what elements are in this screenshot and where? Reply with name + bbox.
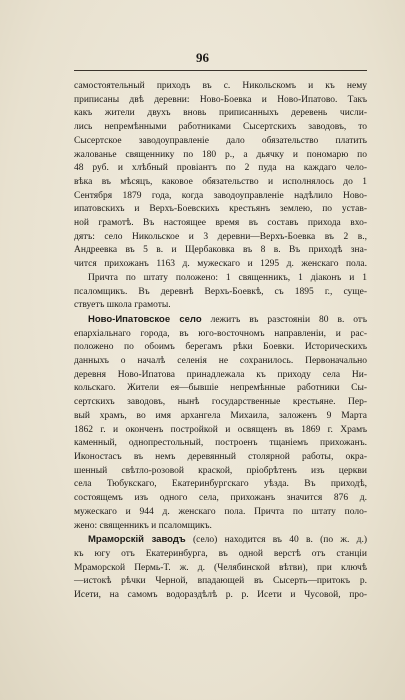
line-text: 1862 г. и оконченъ постройкой и освященъ въ 1869 г. Храмъ [74,424,367,435]
line-text: вѣка въ мѣсяцъ, каковое обязательство и исполнялось до 1 [74,176,367,187]
page-body-text [74,80,367,603]
text-line [74,589,367,603]
header-rule [74,70,367,71]
text-line [74,492,367,506]
line-text: мужескаго и 944 д. женскаго пола. Причта по штату поло- [74,506,367,517]
text-line [74,203,367,217]
line-text: Андреевка въ 5 в. и Щербаковка въ 8 в. Въ приходѣ зна- [74,245,367,256]
line-text: деревня Ново-Ипатова принадлежала къ приходу села Ни- [74,369,367,380]
text-line [74,506,367,520]
line-text: Мраморской Пермь-Т. ж. д. (Челябинской вѣтви), при ключѣ [74,562,367,573]
line-text: лежитъ въ разстояніи 80 в. отъ [201,314,368,325]
line-text: дятъ: село Никольское и 3 деревни—Верхъ-Боевка въ 2 в., [74,231,367,242]
line-text: 48 руб. и хлѣбный провіантъ по 2 пуда на каждаго чело- [74,163,367,174]
text-line [74,258,367,272]
text-line [74,575,367,589]
line-text: Причта по штату положено: 1 священникъ, 1 діаконъ и 1 [88,272,367,283]
line-text: какъ жители двухъ вновь приписанныхъ деревень числи- [74,108,367,119]
line-text: Сысертское заводоуправленіе дало обязательство платить [74,135,367,146]
line-text: къ югу отъ Екатеринбурга, въ одной верстѣ отъ станціи [74,548,367,559]
line-text: приписаны двѣ деревни: Ново-Боевка и Ново-Ипатово. Такъ [74,94,367,105]
text-line [74,190,367,204]
text-line [74,80,367,94]
text-line [74,299,367,313]
line-text: ствуетъ школа грамоты. [74,300,171,311]
line-text: епархіальнаго города, въ юго-восточномъ направленіи, и рас- [74,328,367,339]
section-heading: Мраморскій заводъ [88,534,186,546]
line-text: чится прихожанъ 1163 д. мужескаго и 1295 д. женскаго пола. [74,259,367,270]
line-text: положено по обоимъ берегамъ рѣки Боевки. Историческихъ [74,342,367,353]
line-text: —истокѣ рѣчки Черной, впадающей въ Сысерть—притокъ р. [74,576,367,587]
line-text: кольскаго. Жители ея—бывшіе непремѣнные работники Сы- [74,383,367,394]
line-text: самостоятельный приходъ въ с. Никольскомъ и къ нему [74,81,367,91]
text-line [74,410,367,424]
line-text: Сентября 1879 года, когда заводоуправленіе надѣлило Ново- [74,190,367,201]
line-text: состоящемъ изъ одного села, прихожанъ значится 876 д. [74,493,367,504]
line-text: ной грамотѣ. Въ настоящее время въ составъ прихода вхо- [74,218,367,229]
text-line [74,562,367,576]
text-line [74,341,367,355]
text-line [74,94,367,108]
line-text: жалованье священнику по 180 р., а дьячку и пономарю по [74,149,367,160]
line-text: сертскихъ заводовъ, нынѣ государственные крестьяне. Пер- [74,397,367,408]
text-line [74,396,367,410]
line-text: Исети, на самомъ водораздѣлѣ р. р. Исети и Чусовой, про- [74,590,367,601]
text-line [74,548,367,562]
text-line [74,231,367,245]
line-text: вый храмъ, во имя архангела Михаила, заложенъ 9 Марта [74,410,367,421]
text-line [74,176,367,190]
line-text: псаломщикъ. Въ деревнѣ Верхъ-Боевкѣ, съ 1895 г., суще- [74,286,367,297]
text-line [74,520,367,534]
text-line [74,533,367,548]
text-line [74,437,367,451]
text-line [74,328,367,342]
text-line [74,465,367,479]
line-text: Иконостасъ въ немъ деревянный столярной работы, окра- [74,451,367,462]
line-text: шенный свѣтло-розовой краской, пріобрѣтенъ изъ церкви [74,465,367,476]
text-line [74,149,367,163]
text-line [74,424,367,438]
text-line [74,451,367,465]
text-line [74,121,367,135]
text-line [74,286,367,300]
section-heading: Ново-Ипатовское село [88,313,202,325]
text-line [74,162,367,176]
line-text: жено: священникъ и псаломщикъ. [74,520,212,531]
line-text: ипатовскихъ и Верхъ-Боевскихъ крестьянъ землею, по устав- [74,204,367,215]
line-text: (село) находится въ 40 в. (по ж. д.) [185,535,367,546]
text-line [74,135,367,149]
text-line [74,313,367,328]
line-text: села Тюбукскаго, Екатеринбургскаго уѣзда. Въ приходѣ, [74,479,367,490]
text-line [74,272,367,286]
line-text: каменный, однопрестольный, построенъ тщаніемъ прихожанъ. [74,438,367,449]
text-line [74,217,367,231]
line-text: лись непремѣнными работниками Сысертскихъ заводовъ, то [74,122,367,133]
page-number: 96 [196,50,209,65]
text-line [74,355,367,369]
line-text: данныхъ о началѣ селенія не сохранилось. Первоначально [74,356,367,367]
text-line [74,382,367,396]
text-line [74,244,367,258]
text-line [74,107,367,121]
text-line [74,369,367,383]
text-line [74,478,367,492]
